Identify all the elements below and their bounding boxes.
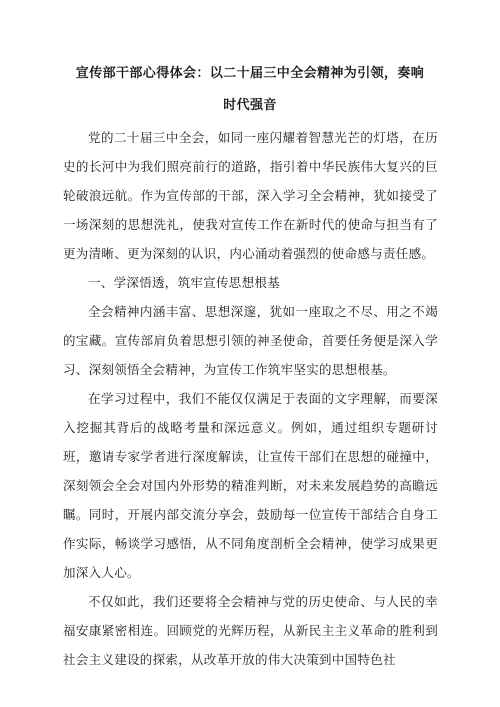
body-paragraph: 不仅如此，我们还要将全会精神与党的历史使命、与人民的幸福安康紧密相连。回顾党的光辉历程，从新民主主义革命的胜利到社会主义建设的探索，从改革开放的伟大决策到中国特色社	[63, 594, 438, 667]
body-paragraph: 在学习过程中，我们不能仅仅满足于表面的文字理解，而要深入挖掘其背后的战略考量和深远意义。例如，通过组织专题研讨班，邀请专家学者进行深度解读，让宣传干部们在思想的碰撞中，深刻领会全会对国内外形势的精准判断，对未来发展趋势的高瞻远瞩。同时，开展内部交流分享会，鼓励每一位宣传干部结合自身工作实际，畅谈学习感悟，从不同角度剖析全会精神，使学习成果更加深入人心。	[63, 391, 438, 580]
document-body	[63, 123, 438, 674]
section-heading-1: 一、学深悟透，筑牢宣传思想根基	[88, 275, 281, 290]
document-title-line-1: 宣传部干部心得体会：以二十届三中全会精神为引领，奏响	[75, 66, 425, 81]
body-paragraph: 全会精神内涵丰富、思想深邃，犹如一座取之不尽、用之不竭的宝藏。宣传部肩负着思想引领的神圣使命，首要任务便是深入学习、深刻领悟全会精神，为宣传工作筑牢坚实的思想根基。	[63, 304, 438, 377]
document-title-line-2: 时代强音	[223, 98, 277, 113]
intro-paragraph: 党的二十届三中全会，如同一座闪耀着智慧光芒的灯塔，在历史的长河中为我们照亮前行的道路，指引着中华民族伟大复兴的巨轮破浪远航。作为宣传部的干部，深入学习全会精神，犹如接受了一场深刻的思想洗礼，使我对宣传工作在新时代的使命与担当有了更为清晰、更为深刻的认识，内心涌动着强烈的使命感与责任感。	[63, 130, 438, 261]
